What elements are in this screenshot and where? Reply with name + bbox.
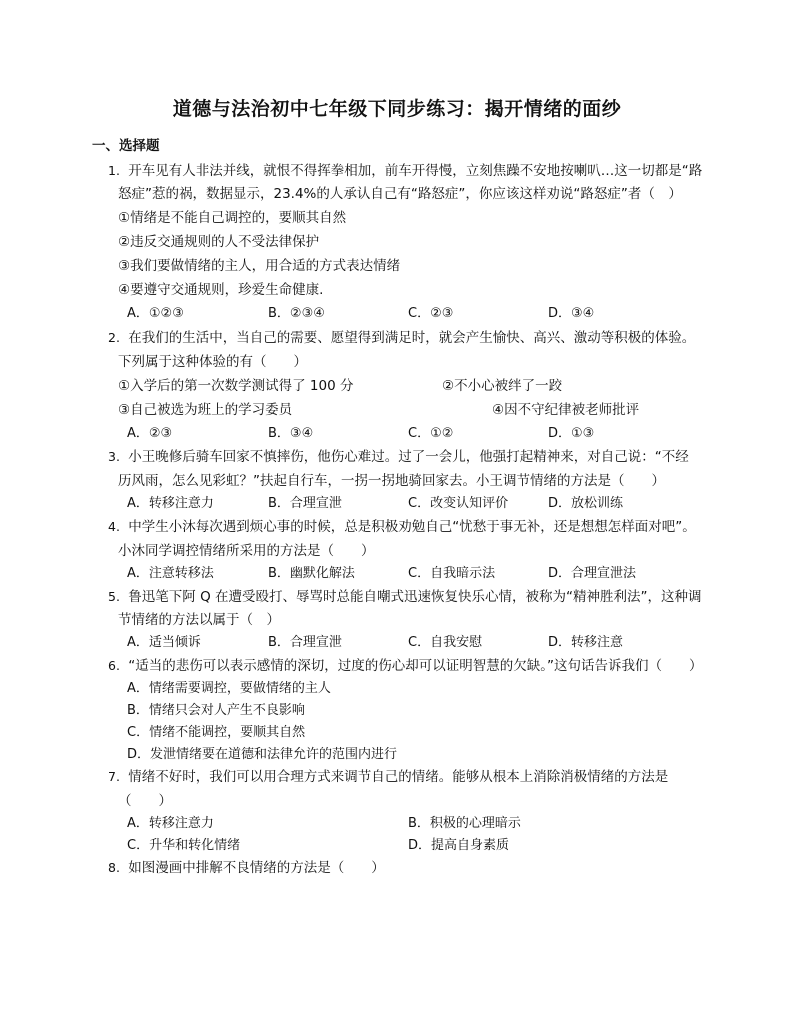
statement-item: ④因不守纪律被老师批评 (492, 402, 640, 418)
question-number: 2. (108, 330, 120, 345)
option-c[interactable]: C．升华和转化情绪 (127, 838, 241, 853)
statement-item: ②不小心被绊了一跤 (442, 378, 563, 394)
statement-item: ③我们要做情绪的主人，用合适的方式表达情绪 (118, 258, 401, 274)
option-a[interactable]: A．适当倾诉 (127, 635, 201, 650)
question-2 (108, 328, 695, 348)
option-d[interactable]: D．提高自身素质 (408, 838, 510, 853)
question-stem-line: 小沐同学调控情绪所采用的方法是（ ） (118, 543, 375, 559)
question-1 (108, 161, 702, 181)
option-c[interactable]: C．自我暗示法 (408, 566, 496, 581)
option-c[interactable]: C．情绪不能调控，要顺其自然 (127, 725, 306, 740)
option-d[interactable]: D．转移注意 (548, 635, 624, 650)
question-stem: 情绪不好时，我们可以用合理方式来调节自己的情绪。能够从根本上消除消极情绪的方法是 (128, 769, 669, 785)
statement-item: ④要遵守交通规则，珍爱生命健康. (118, 282, 324, 298)
option-b[interactable]: B．③④ (268, 426, 314, 441)
question-7 (108, 767, 668, 787)
statement-item: ①入学后的第一次数学测试得了 100 分 (118, 378, 354, 394)
question-number: 8. (108, 860, 120, 875)
question-stem-line: 怒症”惹的祸，数据显示，23.4%的人承认自己有“路怒症”，你应该这样劝说“路怒症”者（ ） (118, 186, 682, 202)
question-number: 3. (108, 449, 120, 464)
question-stem: 在我们的生活中，当自己的需要、愿望得到满足时，就会产生愉快、高兴、激动等积极的体验。 (128, 330, 696, 346)
option-c[interactable]: C．①② (408, 426, 454, 441)
option-d[interactable]: D．放松训练 (548, 496, 624, 511)
question-number: 1. (108, 163, 120, 178)
option-d[interactable]: D．发泄情绪要在道德和法律允许的范围内进行 (127, 747, 398, 762)
option-a[interactable]: A．①②③ (127, 306, 184, 321)
option-d[interactable]: D．①③ (548, 426, 595, 441)
statement-item: ③自己被选为班上的学习委员 (118, 402, 293, 418)
option-b[interactable]: B．合理宣泄 (268, 496, 342, 511)
option-b[interactable]: B．情绪只会对人产生不良影响 (127, 703, 305, 718)
question-stem-line: 下列属于这种体验的有（ ） (118, 354, 307, 370)
option-a[interactable]: A．②③ (127, 426, 173, 441)
question-number: 7. (108, 769, 120, 784)
section-heading: 一、选择题 (92, 138, 160, 154)
option-c[interactable]: C．自我安慰 (408, 635, 483, 650)
question-number: 4. (108, 519, 120, 534)
question-stem: 如图漫画中排解不良情绪的方法是（ ） (128, 860, 385, 876)
option-b[interactable]: B．积极的心理暗示 (408, 816, 521, 831)
question-stem-line: 节情绪的方法以属于（ ） (118, 612, 280, 628)
question-number: 6. (108, 658, 120, 673)
question-5 (108, 587, 702, 607)
option-d[interactable]: D．合理宣泄法 (548, 566, 637, 581)
question-stem: 中学生小沐每次遇到烦心事的时候，总是积极劝勉自己“忧愁于事无补，还是想想怎样面对吧”。 (128, 519, 696, 535)
question-6 (108, 656, 703, 676)
question-stem-line: （ ） (118, 793, 172, 809)
question-stem: 开车见有人非法并线，就恨不得挥拳相加，前车开得慢，立刻焦躁不安地按喇叭…这一切都是“路 (128, 163, 703, 179)
option-b[interactable]: B．②③④ (268, 306, 325, 321)
option-c[interactable]: C．改变认知评价 (408, 496, 509, 511)
question-stem-line: 历风雨，怎么见彩虹？”扶起自行车，一拐一拐地骑回家去。小王调节情绪的方法是（ ） (118, 473, 665, 489)
option-a[interactable]: A．转移注意力 (127, 496, 214, 511)
question-stem: 鲁迅笔下阿 Q 在遭受殴打、辱骂时总能自嘲式迅速恢复快乐心情，被称为“精神胜利法”，这种调 (128, 589, 702, 605)
option-c[interactable]: C．②③ (408, 306, 454, 321)
option-a[interactable]: A．注意转移法 (127, 566, 214, 581)
page-title: 道德与法治初中七年级下同步练习：揭开情绪的面纱 (172, 98, 622, 120)
question-stem: 小王晚修后骑车回家不慎摔伤，他伤心难过。过了一会儿，他强打起精神来，对自己说：“不经 (128, 449, 689, 465)
question-3 (108, 447, 689, 467)
question-stem: “适当的悲伤可以表示感情的深切，过度的伤心却可以证明智慧的欠缺。”这句话告诉我们（ ） (128, 658, 703, 674)
question-8 (108, 858, 385, 878)
question-number: 5. (108, 589, 120, 604)
option-b[interactable]: B．合理宣泄 (268, 635, 342, 650)
option-d[interactable]: D．③④ (548, 306, 595, 321)
option-a[interactable]: A．转移注意力 (127, 816, 214, 831)
statement-item: ①情绪是不能自己调控的，要顺其自然 (118, 210, 347, 226)
option-b[interactable]: B．幽默化解法 (268, 566, 355, 581)
statement-item: ②违反交通规则的人不受法律保护 (118, 234, 320, 250)
option-a[interactable]: A．情绪需要调控，要做情绪的主人 (127, 681, 331, 696)
question-4 (108, 517, 696, 537)
